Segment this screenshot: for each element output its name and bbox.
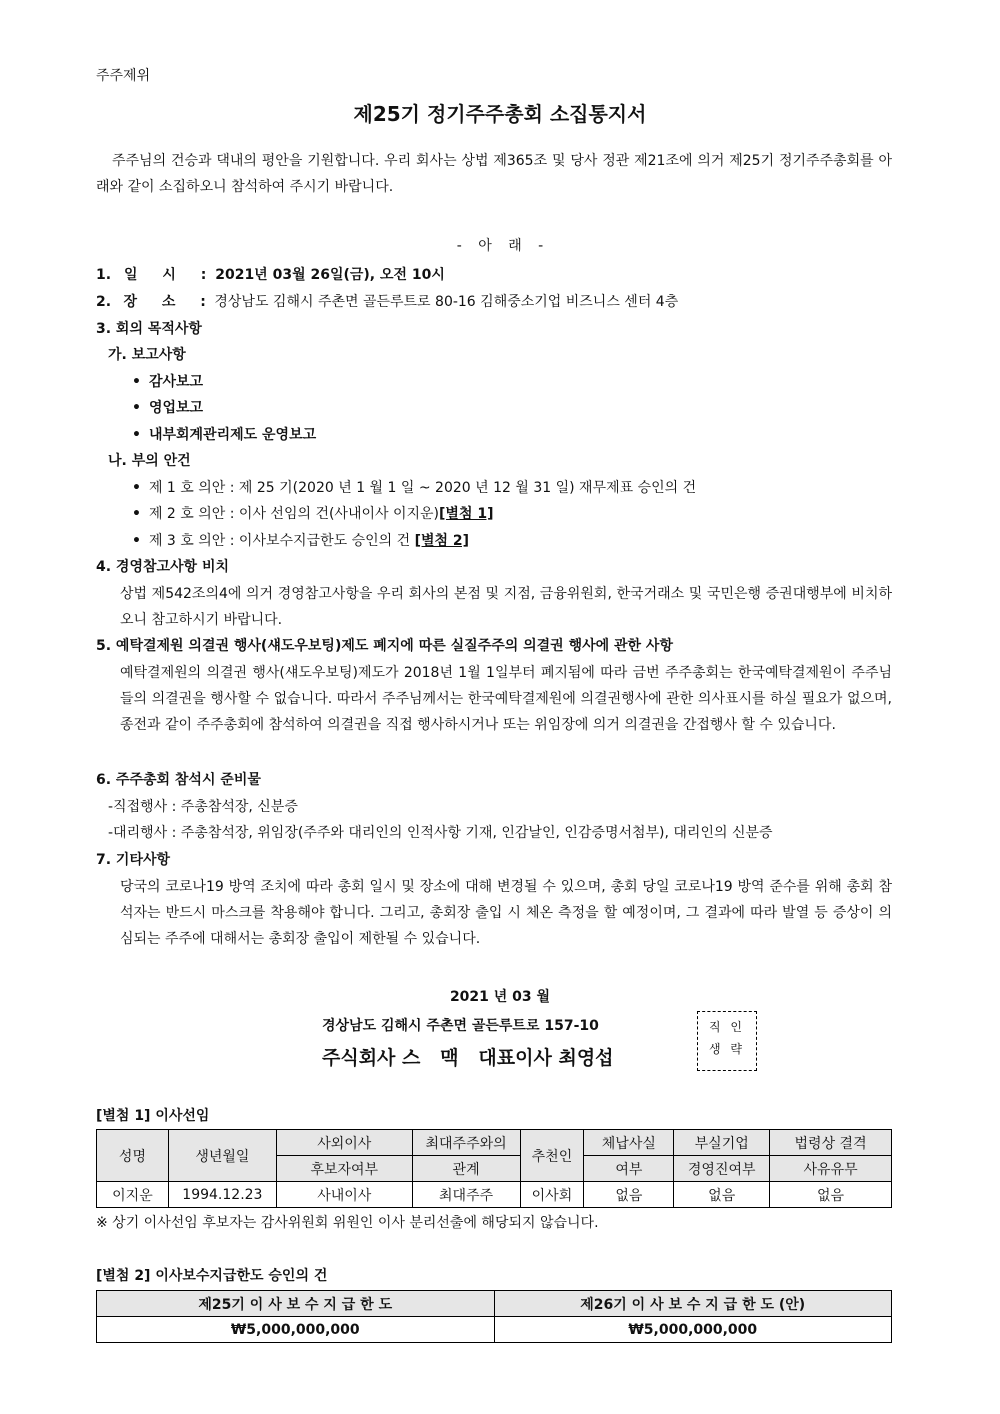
agenda-item: • 제 3 호 의안 : 이사보수지급한도 승인의 건 [별첨 2]	[132, 533, 470, 549]
header-disq: 사유유무	[770, 1156, 892, 1182]
materials-direct: -직접행사 : 주총참석장, 신분증	[108, 799, 298, 815]
annex1-note: ※ 상기 이사선임 후보자는 감사위원회 위원인 이사 분리선출에 해당되지 않습니다.	[96, 1215, 599, 1231]
header-current-limit: 제25기 이 사 보 수 지 급 한 도	[97, 1291, 495, 1317]
annex2-title: [별첨 2] 이사보수지급한도 승인의 건	[96, 1268, 328, 1284]
report-item: • 영업보고	[132, 400, 204, 416]
venue-value: 경상남도 김해시 주촌면 골든루트로 80-16 김해중소기업 비즈니스 센터 4층	[214, 294, 679, 310]
seal-text: 직 인	[709, 1020, 745, 1034]
agenda-item: • 제 2 호 의안 : 이사 선임의 건(사내이사 이지운)[별첨 1]	[132, 506, 494, 522]
top-label: 주주제위	[96, 68, 151, 84]
header-tax: 체납사실	[584, 1130, 674, 1156]
report-subheading: 가. 보고사항	[108, 347, 186, 363]
table-header-row	[97, 1291, 892, 1317]
intro-paragraph: 주주님의 건승과 댁내의 평안을 기원합니다. 우리 회사는 상법 제365조 및 당사 정관 제21조에 의거 제25기 정기주주총회를 아래와 같이 소집하오니 참석하여 주시기 바랍니다.	[96, 153, 892, 195]
remuneration-table	[96, 1290, 892, 1343]
cell-name: 이지운	[97, 1182, 169, 1208]
cell-outside: 사내이사	[276, 1182, 412, 1208]
item-materials-heading: 6. 주주총회 참석시 준비물	[96, 772, 261, 788]
header-name: 성명	[97, 1130, 169, 1182]
item-label: 일 시 :	[123, 267, 207, 283]
signoff-date: 2021 년 03 월	[449, 989, 551, 1005]
report-item: • 내부회계관리제도 운영보고	[132, 427, 317, 443]
table-row	[97, 1317, 892, 1343]
header-outside: 후보자여부	[276, 1156, 412, 1182]
header-tax: 여부	[584, 1156, 674, 1182]
director-table	[96, 1129, 892, 1208]
page-title: 제25기 정기주주총회 소집통지서	[353, 102, 647, 126]
cell-disq: 없음	[770, 1182, 892, 1208]
below-marker: - 아 래 -	[456, 238, 544, 254]
header-relation: 관계	[412, 1156, 520, 1182]
agenda-subheading: 나. 부의 안건	[108, 453, 191, 469]
cell-tax: 없음	[584, 1182, 674, 1208]
item-number: 2.	[96, 294, 112, 310]
item-reference-heading: 4. 경영참고사항 비치	[96, 559, 229, 575]
item-venue	[96, 292, 678, 312]
agenda-item: • 제 1 호 의안 : 제 25 기(2020 년 1 월 1 일 ~ 2020 년 12 월 31 일) 재무제표 승인의 건	[132, 480, 697, 496]
annex-ref: [별첨 2]	[414, 533, 470, 549]
header-insolvent: 부실기업	[674, 1130, 770, 1156]
seal-omitted-box	[697, 1011, 757, 1071]
header-birth: 생년월일	[168, 1130, 276, 1182]
reference-body: 상법 제542조의4에 의거 경영참고사항을 우리 회사의 본점 및 지점, 금융위원회, 한국거래소 및 국민은행 증권대행부에 비치하오니 참고하시기 바랍니다.	[120, 586, 892, 628]
cell-birth: 1994.12.23	[168, 1182, 276, 1208]
cell-relation: 최대주주	[412, 1182, 520, 1208]
header-recommender: 추천인	[520, 1130, 584, 1182]
cell-next-limit: ₩5,000,000,000	[494, 1317, 892, 1343]
table-row	[97, 1182, 892, 1208]
item-shadow-voting-heading: 5. 예탁결제원 의결권 행사(섀도우보팅)제도 폐지에 따른 실질주주의 의결권 행사에 관한 사항	[96, 638, 673, 654]
materials-proxy: -대리행사 : 주총참석장, 위임장(주주와 대리인의 인적사항 기재, 인감날인, 인감증명서첨부), 대리인의 신분증	[108, 825, 773, 841]
other-body: 당국의 코로나19 방역 조치에 따라 총회 일시 및 장소에 대해 변경될 수 있으며, 총회 당일 코로나19 방역 준수를 위해 총회 참석자는 반드시 마스크를 착용해야 합니다. 그리고, 총회장 출입 시 체온 측정을 할 예정이며, 그 결과에 따라 발열 등 증상이 의심되는 주주에 대해서는 총회장 출입이 제한될 수 있습니다.	[120, 879, 892, 947]
item-schedule	[96, 265, 445, 285]
header-insolvent: 경영진여부	[674, 1156, 770, 1182]
annex1-title: [별첨 1] 이사선임	[96, 1108, 210, 1124]
item-label: 장 소 :	[123, 294, 206, 310]
annex-ref: [별첨 1]	[439, 506, 494, 522]
seal-text: 생 략	[709, 1042, 745, 1056]
report-item: • 감사보고	[132, 374, 204, 390]
table-header-row	[97, 1130, 892, 1156]
item-number: 1.	[96, 267, 112, 283]
cell-recommender: 이사회	[520, 1182, 584, 1208]
item-agenda-heading: 3. 회의 목적사항	[96, 321, 202, 337]
header-disq: 법령상 결격	[770, 1130, 892, 1156]
schedule-value: 2021년 03월 26일(금), 오전 10시	[215, 267, 445, 283]
shadow-voting-body: 예탁결제원의 의결권 행사(섀도우보팅)제도가 2018년 1월 1일부터 폐지됨에 따라 금번 주주총회는 한국예탁결제원이 주주님들의 의결권을 행사할 수 없습니다. 따라서 주주님께서는 한국예탁결제원에 의결권행사에 관한 의사표시를 하실 필요가 없으며, 종전과 같이 주주총회에 참석하여 의결권을 직접 행사하시거나 또는 위임장에 의거 의결권을 간접행사 할 수 있습니다.	[120, 665, 892, 733]
cell-current-limit: ₩5,000,000,000	[97, 1317, 495, 1343]
signoff-company: 주식회사 스 맥 대표이사 최영섭	[322, 1047, 614, 1069]
item-other-heading: 7. 기타사항	[96, 852, 171, 868]
signoff-address: 경상남도 김해시 주촌면 골든루트로 157-10	[322, 1018, 599, 1034]
header-next-limit: 제26기 이 사 보 수 지 급 한 도 (안)	[494, 1291, 892, 1317]
header-outside: 사외이사	[276, 1130, 412, 1156]
cell-insolvent: 없음	[674, 1182, 770, 1208]
header-relation: 최대주주와의	[412, 1130, 520, 1156]
